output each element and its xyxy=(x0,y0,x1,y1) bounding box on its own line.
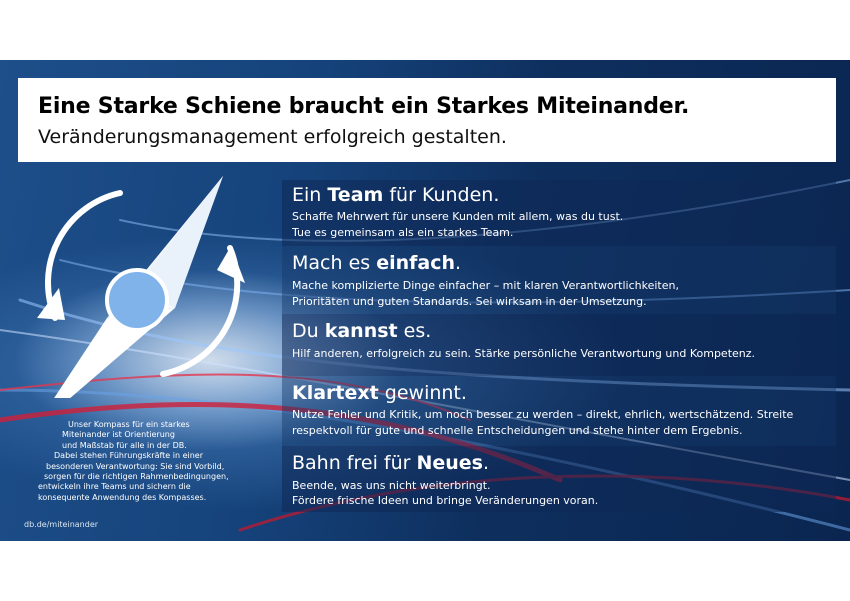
section-title: Du kannst es. xyxy=(292,320,432,342)
section-klartext xyxy=(282,376,836,446)
section-line: Hilf anderen, erfolgreich zu sein. Stärke persönliche Verantwortung und Kompetenz. xyxy=(292,347,756,360)
section-title: Ein Team für Kunden. xyxy=(292,184,500,206)
section-line: Tue es gemeinsam als ein starkes Team. xyxy=(292,226,514,239)
footer-url[interactable]: db.de/miteinander xyxy=(24,520,99,529)
section-line: Prioritäten und guten Standards. Sei wirksam in der Umsetzung. xyxy=(292,295,647,308)
section-line: respektvoll für gute und schnelle Entscheidungen und stehe hinter dem Ergebnis. xyxy=(292,424,743,437)
page-title: Eine Starke Schiene braucht ein Starkes Miteinander. xyxy=(38,94,690,119)
note-line: Dabei stehen Führungskräfte in einer xyxy=(54,451,204,461)
note-line: besonderen Verantwortung: Sie sind Vorbild, xyxy=(46,461,225,471)
section-title: Mach es einfach. xyxy=(292,252,462,274)
section-line: Schaffe Mehrwert für unsere Kunden mit allem, was du tust. xyxy=(292,210,624,223)
section-line: Nutze Fehler und Kritik, um noch besser zu werden – direkt, ehrlich, wertschätzend. Streite xyxy=(292,408,794,421)
section-title: Bahn frei für Neues. xyxy=(292,452,490,474)
page-subtitle: Veränderungsmanagement erfolgreich gestalten. xyxy=(38,126,507,148)
note-line: und Maßstab für alle in der DB. xyxy=(62,440,187,450)
note-line: entwickeln ihre Teams und sichern die xyxy=(38,482,191,492)
poster-background xyxy=(0,60,850,541)
section-einfach xyxy=(282,246,836,314)
note-line: Unser Kompass für ein starkes xyxy=(68,420,190,429)
section-line: Fördere frische Ideen und bringe Veränderungen voran. xyxy=(292,494,599,507)
note-line: Miteinander ist Orientierung xyxy=(62,430,175,440)
compass-note xyxy=(38,420,258,503)
compass-icon xyxy=(25,168,255,398)
section-title: Klartext gewinnt. xyxy=(292,382,467,404)
note-line: konsequente Anwendung des Kompasses. xyxy=(38,492,207,502)
note-line: sorgen für die richtigen Rahmenbedingungen, xyxy=(44,472,229,482)
section-line: Beende, was uns nicht weiterbringt. xyxy=(292,479,491,492)
header-panel xyxy=(18,78,836,162)
section-neues xyxy=(282,446,836,512)
section-line: Mache komplizierte Dinge einfacher – mit klaren Verantwortlichkeiten, xyxy=(292,279,679,292)
section-kannst xyxy=(282,314,836,376)
section-team xyxy=(282,180,836,246)
